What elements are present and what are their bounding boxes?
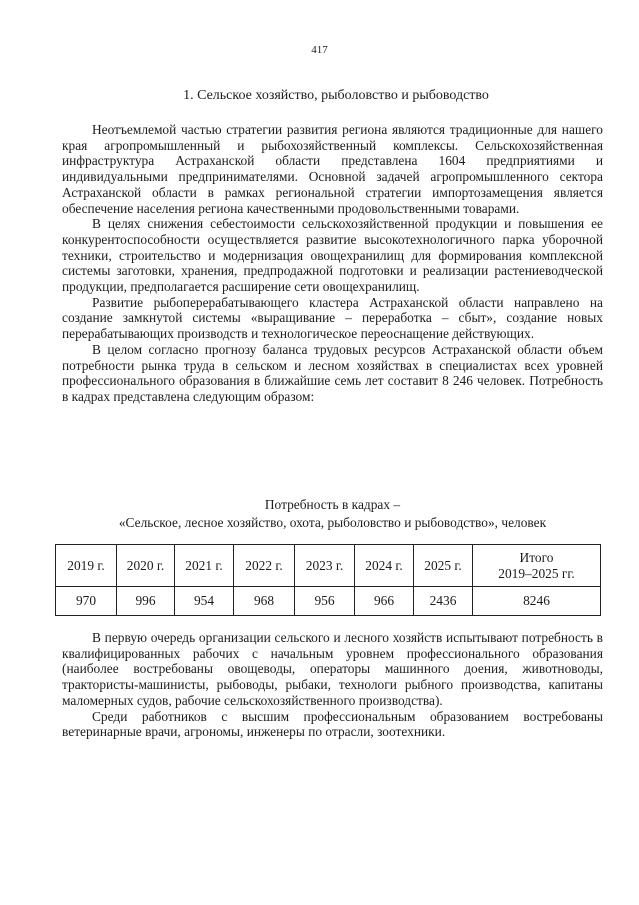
table-header-cell: 2025 г. (414, 545, 473, 587)
table-caption-line: Потребность в кадрах – (264, 497, 401, 512)
paragraph: В целях снижения себестоимости сельскохозяйственной продукции и повышения ее конкурентоспособности осуществляется развитие высокотехнологичного парка уборочной техники, строительство и модернизация овощехранилищ для формирования комплексной системы заготовки, хранения, предпродажной подготовки и реализации растениеводческой продукции, предполагается расширение сети овощехранилищ. (62, 216, 603, 295)
paragraph: Среди работников с высшим профессиональным образованием востребованы ветеринарные врачи, агрономы, инженеры по отрасли, зоотехники. (62, 708, 603, 740)
table-header-cell: 2023 г. (295, 545, 355, 587)
table-cell: 996 (117, 587, 175, 616)
paragraph: Развитие рыбоперерабатывающего кластера Астраханской области направлено на создание замкнутой системы «выращивание – переработка – сбыт», создание новых перерабатывающих производств и технологическое переоснащение действующих. (62, 294, 603, 342)
total-header-line: 2019–2025 гг. (498, 565, 575, 581)
table-cell: 956 (295, 587, 355, 616)
table-caption (62, 496, 603, 532)
table-header-total (473, 545, 601, 587)
table-header-cell: 2019 г. (56, 545, 117, 587)
paragraph: Неотъемлемой частью стратегии развития региона являются традиционные для нашего края агропромышленный и рыбохозяйственный комплексы. Сельскохозяйственная инфраструктура Астраханской области представлена 1604 предприятиями и индивидуальными предпринимателями. Основной задачей агропромышленного сектора Астраханской области в рамках региональной стратегии импортозамещения является обеспечение населения региона качественными продовольственными товарами. (62, 122, 603, 216)
total-header-line: Итого (519, 549, 554, 565)
page-number: 417 (311, 44, 328, 56)
section-title: 1. Сельское хозяйство, рыболовство и рыбоводство (183, 88, 489, 103)
table-row (56, 587, 601, 616)
table-header-cell: 2021 г. (175, 545, 234, 587)
table-cell: 970 (56, 587, 117, 616)
table-cell: 2436 (414, 587, 473, 616)
table-header-cell: 2020 г. (117, 545, 175, 587)
table-caption-line: «Сельское, лесное хозяйство, охота, рыболовство и рыбоводство», человек (118, 515, 547, 530)
table-header-cell: 2022 г. (234, 545, 295, 587)
paragraph: В целом согласно прогнозу баланса трудовых ресурсов Астраханской области объем потребности рынка труда в сельском и лесном хозяйствах в специалистах всех уровней профессионального образования в ближайшие семь лет составит 8 246 человек. Потребность в кадрах представлена следующим образом: (62, 341, 603, 404)
table-cell: 966 (355, 587, 414, 616)
body-text-after-table (62, 630, 603, 740)
staffing-demand-table (55, 544, 601, 616)
table-cell: 968 (234, 587, 295, 616)
table-header-row (56, 545, 601, 587)
table-cell: 954 (175, 587, 234, 616)
body-text-before-table (62, 122, 603, 405)
table-header-cell: 2024 г. (355, 545, 414, 587)
table-cell-total: 8246 (473, 587, 601, 616)
paragraph: В первую очередь организации сельского и лесного хозяйств испытывают потребность в квалифицированных рабочих с начальным уровнем профессионального образования (наиболее востребованы овощеводы, операторы машинного доения, животноводы, трактористы-машинисты, рыбоводы, рыбаки, технологи рыбного производства, капитаны маломерных судов, рабочие сельскохозяйственного производства). (62, 630, 603, 708)
